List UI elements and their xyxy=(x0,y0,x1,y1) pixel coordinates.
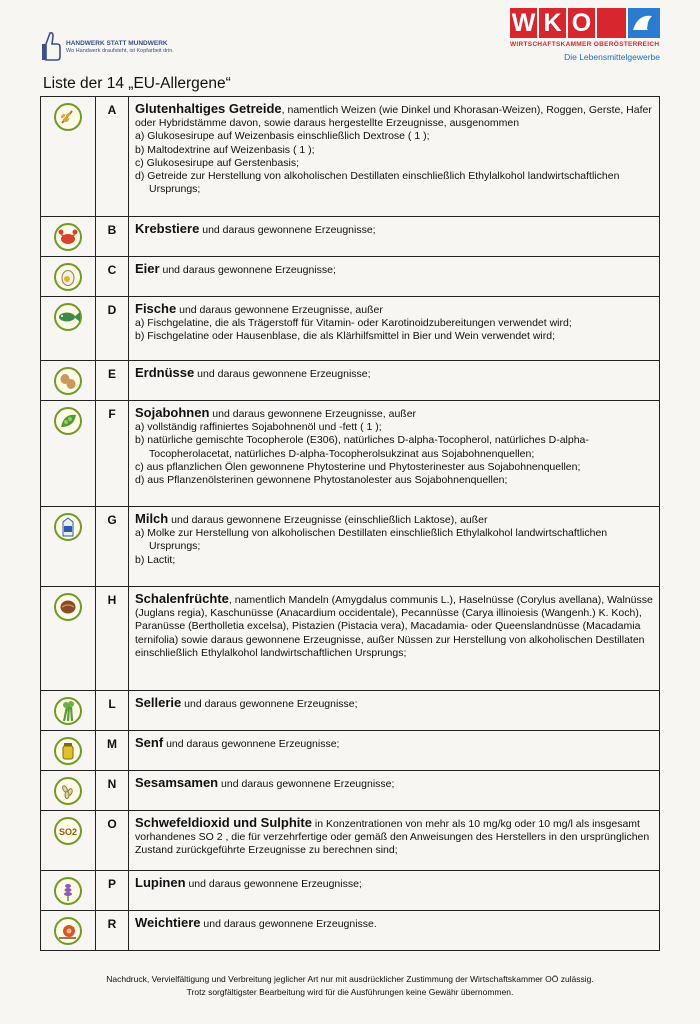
handwerk-logo xyxy=(40,30,210,70)
allergen-text: in Konzentrationen von mehr als 10 mg/kg oder 10 mg/l als insgesamt vorhandenes SO 2 , die für verzehrfertige oder gemäß den Anweisungen des Herstellers in den ursprünglichen Zustand zurückgeführte Erzeugnisse zu berechnen sind; xyxy=(135,818,650,857)
allergen-text: und daraus gewonnene Erzeugnisse; xyxy=(218,778,395,790)
allergen-letter: M xyxy=(96,731,129,771)
allergen-letter: H xyxy=(96,587,129,691)
allergen-letter: O xyxy=(96,811,129,871)
allergen-letter: E xyxy=(96,361,129,401)
allergen-name: Krebstiere xyxy=(135,221,200,236)
allergen-row xyxy=(41,911,660,951)
allergen-icon-cell xyxy=(41,691,96,731)
allergen-name: Weichtiere xyxy=(135,915,201,930)
allergen-description xyxy=(129,401,660,507)
allergen-name: Lupinen xyxy=(135,875,186,890)
wko-logo xyxy=(510,8,660,68)
allergen-name: Eier xyxy=(135,261,160,276)
allergen-letter: F xyxy=(96,401,129,507)
allergen-letter: N xyxy=(96,771,129,811)
lupin-icon xyxy=(54,877,82,905)
allergen-letter: A xyxy=(96,97,129,217)
footer-line-2: Trotz sorgfältigster Bearbeitung wird für die Ausführungen keine Gewähr übernommen. xyxy=(186,987,514,997)
handwerk-slogan: Wo Handwerk draufsteht, ist Kopfarbeit drin. xyxy=(66,48,174,54)
exception-list xyxy=(135,317,653,343)
allergen-name: Schwefeldioxid und Sulphite xyxy=(135,815,312,830)
allergen-letter: B xyxy=(96,217,129,257)
allergen-icon-cell xyxy=(41,731,96,771)
allergen-description xyxy=(129,361,660,401)
allergen-row xyxy=(41,297,660,361)
allergen-row xyxy=(41,401,660,507)
exception-item: d) Getreide zur Herstellung von alkoholischen Destillaten einschließlich Ethylalkohol landwirtschaftlichen Ursprungs; xyxy=(135,170,620,196)
allergen-name: Milch xyxy=(135,511,169,526)
allergen-text: und daraus gewonnene Erzeugnisse; xyxy=(181,698,358,710)
allergen-description xyxy=(129,587,660,691)
grain-icon xyxy=(54,103,82,131)
milk-icon xyxy=(54,513,82,541)
allergen-description xyxy=(129,731,660,771)
sesame-icon xyxy=(54,777,82,805)
allergen-name: Sojabohnen xyxy=(135,405,210,420)
allergen-name: Erdnüsse xyxy=(135,365,195,380)
allergen-icon-cell xyxy=(41,871,96,911)
allergen-icon-cell xyxy=(41,217,96,257)
allergen-text: und daraus gewonnene Erzeugnisse; xyxy=(163,738,340,750)
exception-item: b) natürliche gemischte Tocopherole (E306), natürliches D-alpha-Tocopherol, natürliches D-alpha-Tocopherolacetat, natürliches D-alpha-Tocopherolsukzinat aus Sojabohnenquellen; xyxy=(135,434,589,460)
allergen-name: Glutenhaltiges Getreide xyxy=(135,101,282,116)
exception-item: c) aus pflanzlichen Ölen gewonnene Phytosterine und Phytosterinester aus Sojabohnenquellen; xyxy=(135,460,581,473)
allergen-row xyxy=(41,771,660,811)
logo-dash-box xyxy=(597,8,626,38)
allergen-icon-cell xyxy=(41,587,96,691)
so2-icon xyxy=(54,817,82,845)
exception-item: d) aus Pflanzenölsterinen gewonnene Phytostanolester aus Sojabohnenquellen; xyxy=(135,474,508,487)
allergen-text: und daraus gewonnene Erzeugnisse, außer xyxy=(176,304,383,316)
allergen-icon-cell xyxy=(41,361,96,401)
allergen-letter: L xyxy=(96,691,129,731)
exception-list xyxy=(135,527,653,567)
exception-item: b) Maltodextrine auf Weizenbasis ( 1 ); xyxy=(135,143,315,156)
exception-item: b) Lactit; xyxy=(135,553,176,566)
allergen-row xyxy=(41,871,660,911)
allergen-description xyxy=(129,691,660,731)
lebensmittel-icon xyxy=(628,8,660,38)
allergen-row xyxy=(41,217,660,257)
allergen-row xyxy=(41,811,660,871)
footer-notice xyxy=(0,973,700,999)
peanut-icon xyxy=(54,367,82,395)
allergen-row xyxy=(41,507,660,587)
allergen-icon-cell xyxy=(41,771,96,811)
allergen-text: und daraus gewonnene Erzeugnisse; xyxy=(185,878,362,890)
nut-icon xyxy=(54,593,82,621)
allergen-icon-cell xyxy=(41,401,96,507)
allergen-text: und daraus gewonnene Erzeugnisse; xyxy=(199,224,376,236)
logo-letter-k: K xyxy=(539,8,566,38)
allergen-text: und daraus gewonnene Erzeugnisse; xyxy=(194,368,371,380)
snail-icon xyxy=(54,917,82,945)
allergen-row xyxy=(41,731,660,771)
allergen-icon-cell xyxy=(41,297,96,361)
allergen-row xyxy=(41,361,660,401)
allergen-icon-cell xyxy=(41,257,96,297)
allergen-letter: C xyxy=(96,257,129,297)
allergen-text: , namentlich Mandeln (Amygdalus communis L.), Haselnüsse (Corylus avellana), Walnüsse (Juglans regia), Kaschunüsse (Anacardium occidentale), Pecannüsse (Carya illinoiesis (Wangenh.) K. Koch), Paranüsse (Bertholletia excelsa), Pistazien (Pistacia vera), Macadamia- oder Queenslandnüsse (Macadamia ternifolia) sowie daraus gewonnene Erzeugnisse, außer Nüssen zur Herstellung von alkoholischen Destillaten einschließlich Ethylalkohol landwirtschaftlichen Ursprungs; xyxy=(135,594,653,659)
exception-item: a) Fischgelatine, die als Trägerstoff für Vitamin- oder Karotinoidzubereitungen verwendet wird; xyxy=(135,317,572,330)
allergen-table xyxy=(40,96,660,951)
allergen-name: Fische xyxy=(135,301,177,316)
allergen-letter: G xyxy=(96,507,129,587)
thumbs-up-icon xyxy=(40,30,62,66)
allergen-name: Sesamsamen xyxy=(135,775,219,790)
egg-icon xyxy=(54,263,82,291)
celery-icon xyxy=(54,697,82,725)
allergen-description xyxy=(129,257,660,297)
allergen-text: und daraus gewonnene Erzeugnisse; xyxy=(159,264,336,276)
allergen-description xyxy=(129,297,660,361)
allergen-description xyxy=(129,97,660,217)
allergen-icon-cell xyxy=(41,811,96,871)
allergen-text: und daraus gewonnene Erzeugnisse (einschließlich Laktose), außer xyxy=(168,514,488,526)
allergen-text: und daraus gewonnene Erzeugnisse. xyxy=(200,918,377,930)
logo-letter-o: O xyxy=(568,8,595,38)
exception-item: a) vollständig raffiniertes Sojabohnenöl und -fett ( 1 ); xyxy=(135,421,382,434)
soy-icon xyxy=(54,407,82,435)
logo-org-name: WIRTSCHAFTSKAMMER OBERÖSTERREICH xyxy=(510,41,660,48)
handwerk-name: HANDWERK STATT MUNDWERK xyxy=(66,40,168,47)
exception-item: c) Glukosesirupe auf Gerstenbasis; xyxy=(135,156,299,169)
footer-line-1: Nachdruck, Vervielfältigung und Verbreitung jeglicher Art nur mit ausdrücklicher Zustimmung der Wirtschaftskammer OÖ zulässig. xyxy=(106,974,594,984)
allergen-text: und daraus gewonnene Erzeugnisse, außer xyxy=(209,408,417,420)
allergen-row xyxy=(41,691,660,731)
logo-subtitle: Die Lebensmittelgewerbe xyxy=(564,52,660,62)
svg-text:SO2: SO2 xyxy=(58,827,78,837)
allergen-letter: D xyxy=(96,297,129,361)
allergen-row xyxy=(41,587,660,691)
allergen-row xyxy=(41,257,660,297)
exception-list xyxy=(135,130,653,196)
exception-item: b) Fischgelatine oder Hausenblase, die als Klärhilfsmittel in Bier und Wein verwendet wird; xyxy=(135,330,556,343)
allergen-letter: R xyxy=(96,911,129,951)
exception-list xyxy=(135,421,653,487)
allergen-name: Sellerie xyxy=(135,695,182,710)
exception-item: a) Molke zur Herstellung von alkoholischen Destillaten einschließlich Ethylalkohol landwirtschaftlichen Ursprungs; xyxy=(135,527,608,553)
allergen-icon-cell xyxy=(41,97,96,217)
fish-icon xyxy=(54,303,82,331)
logo-letter-w: W xyxy=(511,9,536,37)
allergen-description xyxy=(129,871,660,911)
allergen-name: Senf xyxy=(135,735,164,750)
allergen-icon-cell xyxy=(41,507,96,587)
crab-icon xyxy=(54,223,82,251)
mustard-icon xyxy=(54,737,82,765)
allergen-description xyxy=(129,217,660,257)
allergen-description xyxy=(129,911,660,951)
allergen-description xyxy=(129,811,660,871)
allergen-description xyxy=(129,771,660,811)
allergen-letter: P xyxy=(96,871,129,911)
allergen-icon-cell xyxy=(41,911,96,951)
allergen-row xyxy=(41,97,660,217)
page-title: Liste der 14 „EU-Allergene“ xyxy=(43,75,231,92)
allergen-name: Schalenfrüchte xyxy=(135,591,229,606)
allergen-description xyxy=(129,507,660,587)
allergen-text: , namentlich Weizen (wie Dinkel und Khorasan-Weizen), Roggen, Gerste, Hafer oder Hybridstämme davon, sowie daraus hergestellte Erzeugnisse, ausgenommen xyxy=(135,104,652,130)
exception-item: a) Glukosesirupe auf Weizenbasis einschließlich Dextrose ( 1 ); xyxy=(135,130,430,143)
